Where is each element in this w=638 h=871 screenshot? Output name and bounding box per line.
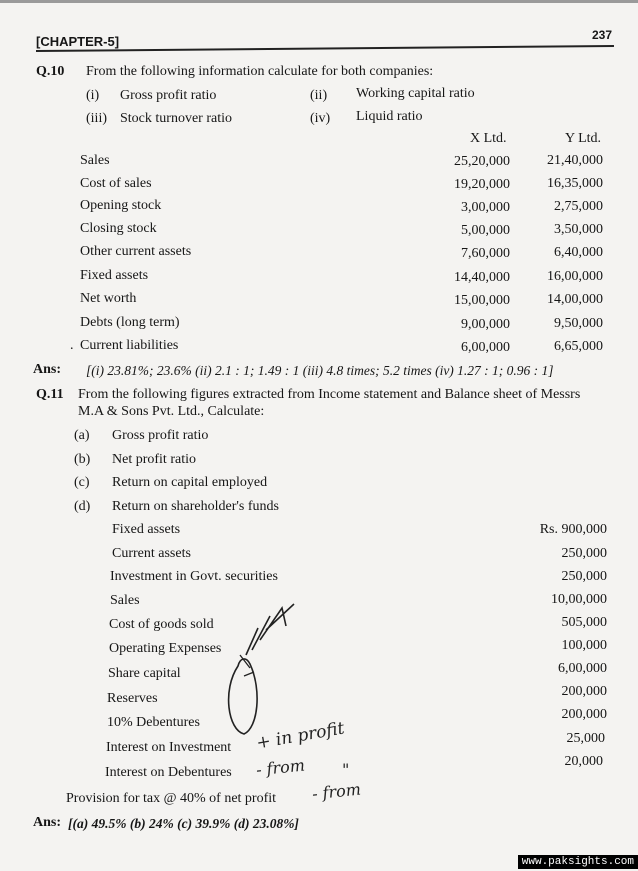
q10-row-x: 3,00,000 bbox=[461, 200, 510, 215]
q11-row-label: Operating Expenses bbox=[109, 641, 222, 656]
q10-row-x: 19,20,000 bbox=[454, 177, 510, 192]
q11-prompt-line1: From the following figures extracted from Income statement and Balance sheet of Messrs bbox=[78, 387, 581, 402]
column-header-x: X Ltd. bbox=[470, 131, 507, 146]
q10-item-id: (iv) bbox=[310, 111, 331, 126]
q10-row-label: Cost of sales bbox=[80, 176, 152, 191]
pen-tick-mark bbox=[240, 655, 254, 676]
handwritten-ditto: " bbox=[342, 760, 350, 779]
handwritten-provision-note: - from bbox=[311, 779, 362, 804]
q10-row-label: Debts (long term) bbox=[80, 315, 180, 330]
q10-row-label: Net worth bbox=[80, 291, 137, 306]
q10-item-id: (ii) bbox=[310, 88, 328, 103]
q11-row-value: 250,000 bbox=[561, 569, 607, 584]
q10-row-y: 6,40,000 bbox=[554, 245, 603, 260]
page-number: 237 bbox=[592, 28, 613, 42]
q10-item-label: Gross profit ratio bbox=[120, 88, 217, 103]
q10-row-x: 6,00,000 bbox=[461, 340, 510, 355]
q10-row-x: 5,00,000 bbox=[461, 223, 510, 238]
q11-row-value: 200,000 bbox=[561, 684, 607, 699]
q11-item-id: (b) bbox=[74, 452, 91, 467]
q10-item-label: Liquid ratio bbox=[356, 109, 423, 124]
q10-row-x: 9,00,000 bbox=[461, 317, 510, 332]
q10-prompt: From the following information calculate for both companies: bbox=[86, 64, 434, 79]
q11-item-id: (c) bbox=[74, 475, 90, 490]
q11-row-value: 20,000 bbox=[564, 754, 603, 769]
q10-row-x: 15,00,000 bbox=[454, 293, 510, 308]
q11-number: Q.11 bbox=[36, 387, 64, 402]
q10-row-y: 6,65,000 bbox=[554, 339, 603, 354]
q10-row-y: 14,00,000 bbox=[547, 292, 603, 307]
q11-row-label: 10% Debentures bbox=[107, 715, 200, 730]
q10-number: Q.10 bbox=[36, 64, 65, 79]
q10-row-y: 9,50,000 bbox=[554, 316, 603, 331]
column-header-y: Y Ltd. bbox=[565, 131, 602, 146]
q11-answer-label: Ans: bbox=[33, 815, 62, 830]
q10-item-id: (iii) bbox=[86, 111, 107, 126]
q10-row-label: Current liabilities bbox=[80, 338, 179, 353]
q11-item-label: Return on capital employed bbox=[112, 475, 268, 490]
q11-item-id: (a) bbox=[74, 428, 90, 443]
q11-row-value: 505,000 bbox=[561, 615, 607, 630]
q11-item-label: Gross profit ratio bbox=[112, 428, 209, 443]
handwritten-plus-note: + in profit bbox=[254, 718, 346, 754]
q11-row-label: Sales bbox=[110, 593, 140, 608]
q11-item-id: (d) bbox=[74, 499, 91, 514]
q10-row-x: 7,60,000 bbox=[461, 246, 510, 261]
q11-prompt-line2: M.A & Sons Pvt. Ltd., Calculate: bbox=[78, 404, 265, 419]
q11-row-value: 6,00,000 bbox=[558, 661, 607, 676]
q11-row-label: Investment in Govt. securities bbox=[110, 569, 278, 584]
q11-row-value: 10,00,000 bbox=[551, 592, 607, 607]
q10-row-y: 2,75,000 bbox=[554, 199, 603, 214]
q10-row-y: 16,00,000 bbox=[547, 269, 603, 284]
q10-row-y: 16,35,000 bbox=[547, 176, 603, 191]
q11-row-value: 25,000 bbox=[566, 731, 605, 746]
q11-row-label: Cost of goods sold bbox=[109, 617, 214, 632]
q11-row-value: 200,000 bbox=[561, 707, 607, 722]
q10-row-label: Closing stock bbox=[80, 221, 157, 236]
q11-item-label: Net profit ratio bbox=[112, 452, 196, 467]
q11-row-label: Current assets bbox=[112, 546, 191, 561]
q10-item-label: Working capital ratio bbox=[356, 86, 475, 101]
q11-provision: Provision for tax @ 40% of net profit bbox=[66, 791, 277, 806]
bullet-dot: . bbox=[70, 338, 74, 353]
q10-row-y: 21,40,000 bbox=[547, 153, 603, 168]
q11-row-label: Interest on Debentures bbox=[105, 765, 232, 780]
site-watermark: www.paksights.com bbox=[518, 855, 638, 869]
pen-scribble-mark bbox=[246, 604, 294, 655]
q10-row-x: 14,40,000 bbox=[454, 270, 510, 285]
q11-row-label: Reserves bbox=[107, 691, 158, 706]
q11-item-label: Return on shareholder's funds bbox=[112, 499, 279, 514]
q10-row-label: Other current assets bbox=[80, 244, 192, 259]
q11-row-value: 100,000 bbox=[561, 638, 607, 653]
q10-item-id: (i) bbox=[86, 88, 100, 103]
q10-row-y: 3,50,000 bbox=[554, 222, 603, 237]
q10-row-label: Fixed assets bbox=[80, 268, 149, 283]
chapter-heading: [CHAPTER-5] bbox=[36, 34, 120, 49]
q11-row-label: Interest on Investment bbox=[106, 740, 232, 755]
q11-row-label: Fixed assets bbox=[112, 522, 181, 537]
handwritten-minus-note: - from bbox=[255, 755, 306, 780]
q10-row-label: Opening stock bbox=[80, 198, 162, 213]
q10-row-label: Sales bbox=[80, 153, 110, 168]
q10-item-label: Stock turnover ratio bbox=[120, 111, 232, 126]
q10-answer-label: Ans: bbox=[33, 362, 62, 377]
q11-row-label: Share capital bbox=[108, 666, 181, 681]
q11-row-value: 250,000 bbox=[561, 546, 607, 561]
q10-row-x: 25,20,000 bbox=[454, 154, 510, 169]
q11-row-value: Rs. 900,000 bbox=[539, 522, 607, 537]
q10-answer: [(i) 23.81%; 23.6% (ii) 2.1 : 1; 1.49 : 1 (iii) 4.8 times; 5.2 times (iv) 1.27 : 1; 0.96 : 1] bbox=[86, 363, 554, 378]
pen-loop-mark bbox=[229, 659, 258, 734]
q11-answer: [(a) 49.5% (b) 24% (c) 39.9% (d) 23.08%] bbox=[68, 816, 299, 831]
